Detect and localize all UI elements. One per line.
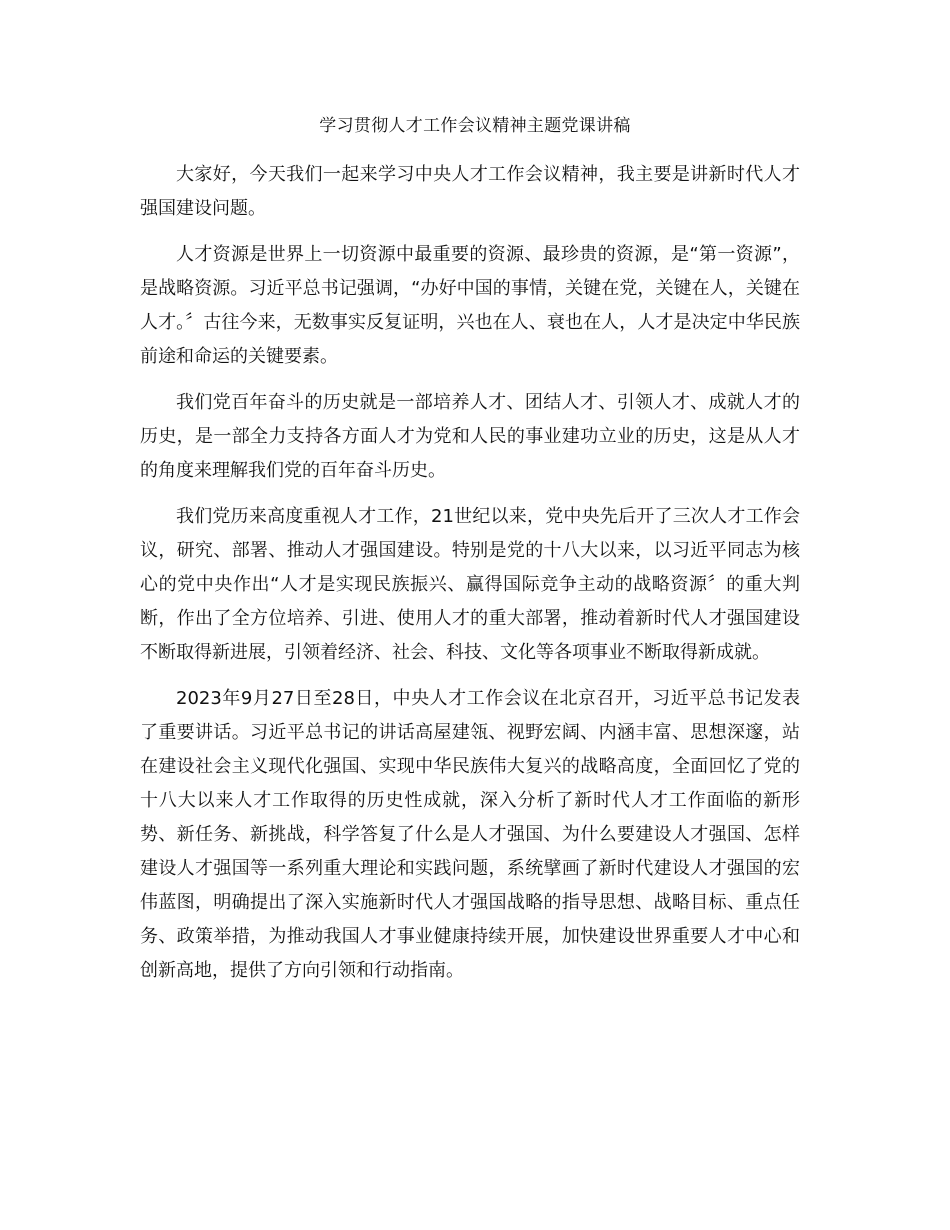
paragraph-party-history: 我们党百年奋斗的历史就是一部培养人才、团结人才、引领人才、成就人才的历史，是一部全力支持各方面人才为党和人民的事业建功立业的历史，这是从人才的角度来理解我们党的百年奋斗历史。: [140, 392, 800, 481]
document-body: [140, 158, 800, 1000]
document-title: 学习贯彻人才工作会议精神主题党课讲稿: [319, 116, 631, 136]
paragraph-greeting: 大家好，今天我们一起来学习中央人才工作会议精神，我主要是讲新时代人才强国建设问题。: [140, 164, 800, 219]
paragraph-conference: 2023年9月27日至28日，中央人才工作会议在北京召开，习近平总书记发表了重要讲话。习近平总书记的讲话高屋建瓴、视野宏阔、内涵丰富、思想深邃，站在建设社会主义现代化强国、实现中华民族伟大复兴的战略高度，全面回忆了党的十八大以来人才工作取得的历史性成就，深入分析了新时代人才工作面临的新形势、新任务、新挑战，科学答复了什么是人才强国、为什么要建设人才强国、怎样建设人才强国等一系列重大理论和实践问题，系统擘画了新时代建设人才强国的宏伟蓝图，明确提出了深入实施新时代人才强国战略的指导思想、战略目标、重点任务、政策举措，为推动我国人才事业健康持续开展，加快建设世界重要人才中心和创新高地，提供了方向引领和行动指南。: [140, 688, 800, 981]
paragraph-talent-work: 我们党历来高度重视人才工作，21世纪以来，党中央先后开了三次人才工作会议，研究、部署、推动人才强国建设。特别是党的十八大以来，以习近平同志为核心的党中央作出“人才是实现民族振兴、赢得国际竞争主动的战略资源〞的重大判断，作出了全方位培养、引进、使用人才的重大部署，推动着新时代人才强国建设不断取得新进展，引领着经济、社会、科技、文化等各项事业不断取得新成就。: [140, 506, 800, 663]
paragraph-talent-resource: 人才资源是世界上一切资源中最重要的资源、最珍贵的资源，是“第一资源”，是战略资源。习近平总书记强调，“办好中国的事情，关键在党，关键在人，关键在人才。〞古往今来，无数事实反复证明，兴也在人、衰也在人，人才是决定中华民族前途和命运的关键要素。: [140, 244, 800, 367]
